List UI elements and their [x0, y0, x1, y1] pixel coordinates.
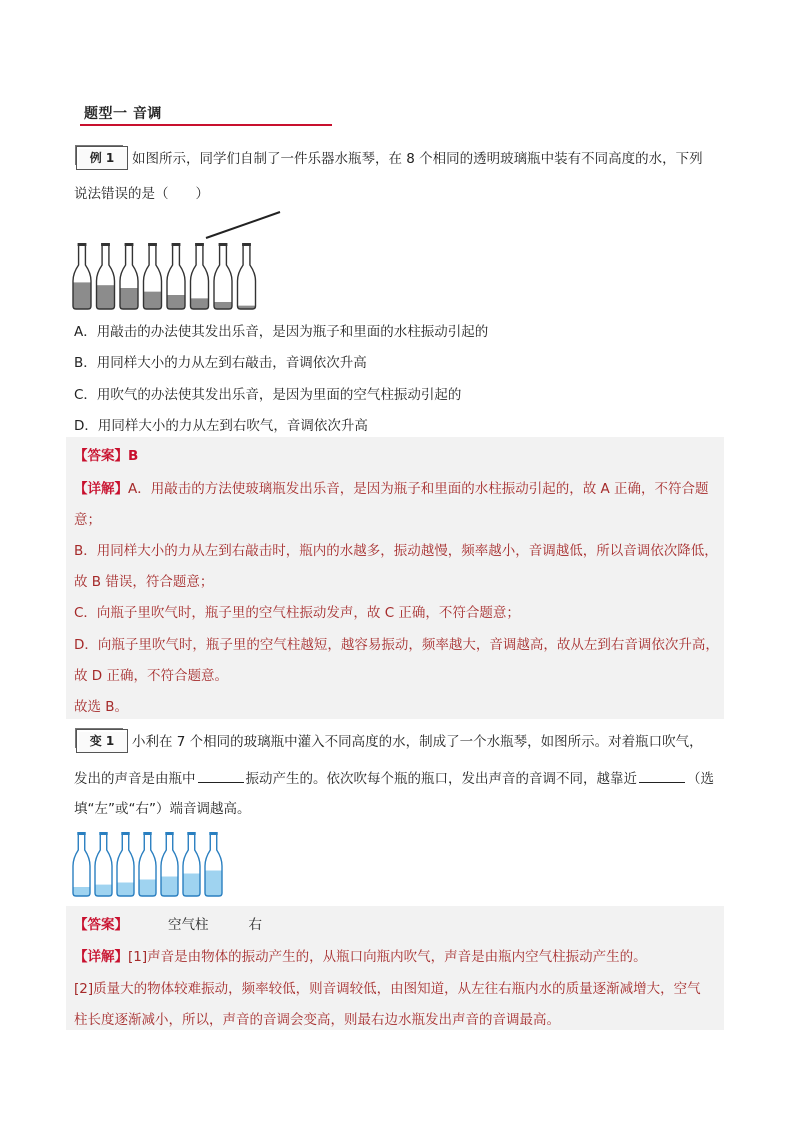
- bottle-water: [95, 885, 112, 896]
- bottle-water: [205, 871, 222, 897]
- bottle-water: [183, 874, 200, 897]
- option-a: A．用敲击的办法使其发出乐音，是因为瓶子和里面的水柱振动引起的: [74, 324, 489, 340]
- option-c: C．用吹气的办法使其发出乐音，是因为里面的空气柱振动引起的: [74, 387, 462, 403]
- section-title: 题型一 音调: [84, 106, 162, 122]
- bottle: [73, 834, 90, 896]
- variant-q2-part-a: 发出的声音是由瓶中: [74, 771, 196, 787]
- variant-detail-line-3: 柱长度逐渐减小，所以，声音的音调会变高，则最右边水瓶发出声音的音调最高。: [74, 1012, 560, 1028]
- detail-line-7: 故 D 正确，不符合题意。: [74, 668, 228, 684]
- variant-question-line3: 填“左”或“右”）端音调越高。: [74, 801, 251, 817]
- section-underline: [80, 124, 332, 126]
- variant-q2-part-b: 振动产生的。依次吹每个瓶的瓶口，发出声音的音调不同，越靠近: [245, 771, 637, 787]
- variant-detail-line-1: [74, 945, 647, 965]
- variant-q2-part-c: （选: [687, 771, 714, 787]
- bottle-water: [161, 877, 178, 897]
- bottle-water: [144, 292, 162, 309]
- example-tag: 例 1: [76, 146, 128, 170]
- blank-1[interactable]: [198, 768, 244, 783]
- bottle-water: [117, 883, 134, 897]
- gray-bottles-figure: [70, 205, 290, 315]
- variant-detail-text: [1]声音是由物体的振动产生的，从瓶口向瓶内吹气，声音是由瓶内空气柱振动产生的。: [128, 949, 647, 965]
- variant-tag: 变 1: [76, 729, 128, 753]
- bottle-lip: [148, 243, 157, 246]
- detail-line-2: 意；: [74, 512, 101, 528]
- bottle-water: [73, 282, 91, 309]
- bottle: [238, 245, 256, 309]
- example-question-line1: 如图所示，同学们自制了一件乐器水瓶琴，在 8 个相同的透明玻璃瓶中装有不同高度的水，下列: [132, 151, 703, 167]
- example-question-line2: 说法错误的是（ ）: [74, 186, 209, 202]
- bottle-lip: [143, 832, 151, 835]
- bottle-water: [120, 288, 138, 309]
- bottle-lip: [78, 243, 87, 246]
- bottle-lip: [209, 832, 217, 835]
- bottle-water: [191, 298, 209, 309]
- detail-line-5: C．向瓶子里吹气时，瓶子里的空气柱振动发声，故 C 正确，不符合题意；: [74, 605, 520, 621]
- bottle-water: [167, 295, 185, 309]
- bottle-water: [73, 887, 90, 896]
- answer-line-1: [74, 444, 138, 464]
- bottle: [214, 245, 232, 309]
- answer-label: 【答案】: [74, 448, 128, 464]
- variant-detail-line-2: [2]质量大的物体较难振动，频率较低，则音调较低，由图知道，从左往右瓶内水的质量逐渐减增大，空气: [74, 981, 701, 997]
- variant-answer-1: 空气柱: [168, 917, 209, 933]
- answer-value: B: [128, 448, 139, 464]
- option-b: B．用同样大小的力从左到右敲击，音调依次升高: [74, 355, 367, 371]
- blue-bottles-figure: [70, 828, 230, 900]
- detail-line-8: 故选 B。: [74, 699, 129, 715]
- bottle-lip: [172, 243, 181, 246]
- bottle-lip: [242, 243, 251, 246]
- detail-line-6: D．向瓶子里吹气时，瓶子里的空气柱越短，越容易振动，频率越大，音调越高，故从左到右音调依次升高，: [74, 637, 719, 653]
- variant-answer-line: [74, 913, 262, 933]
- bottle-lip: [125, 243, 134, 246]
- bottle-lip: [121, 832, 129, 835]
- bottle-water: [97, 285, 115, 309]
- variant-question-line1: 小利在 7 个相同的玻璃瓶中灌入不同高度的水，制成了一个水瓶琴，如图所示。对着瓶口吹气，: [132, 734, 703, 750]
- detail-text: A．用敲击的方法使玻璃瓶发出乐音，是因为瓶子和里面的水柱振动引起的，故 A 正确，不符合题: [128, 481, 709, 497]
- variant-detail-label: 【详解】: [74, 949, 128, 965]
- bottle-lip: [187, 832, 195, 835]
- detail-line-1: [74, 477, 709, 497]
- bottle-lip: [77, 832, 85, 835]
- variant-question-line2: [74, 768, 714, 788]
- detail-line-4: 故 B 错误，符合题意；: [74, 574, 214, 590]
- detail-line-3: B．用同样大小的力从左到右敲击时，瓶内的水越多，振动越慢，频率越小，音调越低，所以音调依次降低，: [74, 543, 718, 559]
- blue-bottle-group: [73, 832, 222, 896]
- bottle-water: [214, 302, 232, 309]
- bottle-lip: [195, 243, 204, 246]
- bottle-lip: [165, 832, 173, 835]
- bottle-lip: [101, 243, 110, 246]
- variant-answer-label: 【答案】: [74, 917, 128, 933]
- option-d: D．用同样大小的力从左到右吹气，音调依次升高: [74, 418, 368, 434]
- bottle-lip: [99, 832, 107, 835]
- bottle-lip: [219, 243, 228, 246]
- variant-answer-2: 右: [248, 917, 262, 933]
- gray-bottle-group: [73, 243, 256, 309]
- bottle-water: [139, 880, 156, 897]
- blank-2[interactable]: [639, 768, 685, 783]
- striking-stick: [206, 212, 280, 238]
- detail-label: 【详解】: [74, 481, 128, 497]
